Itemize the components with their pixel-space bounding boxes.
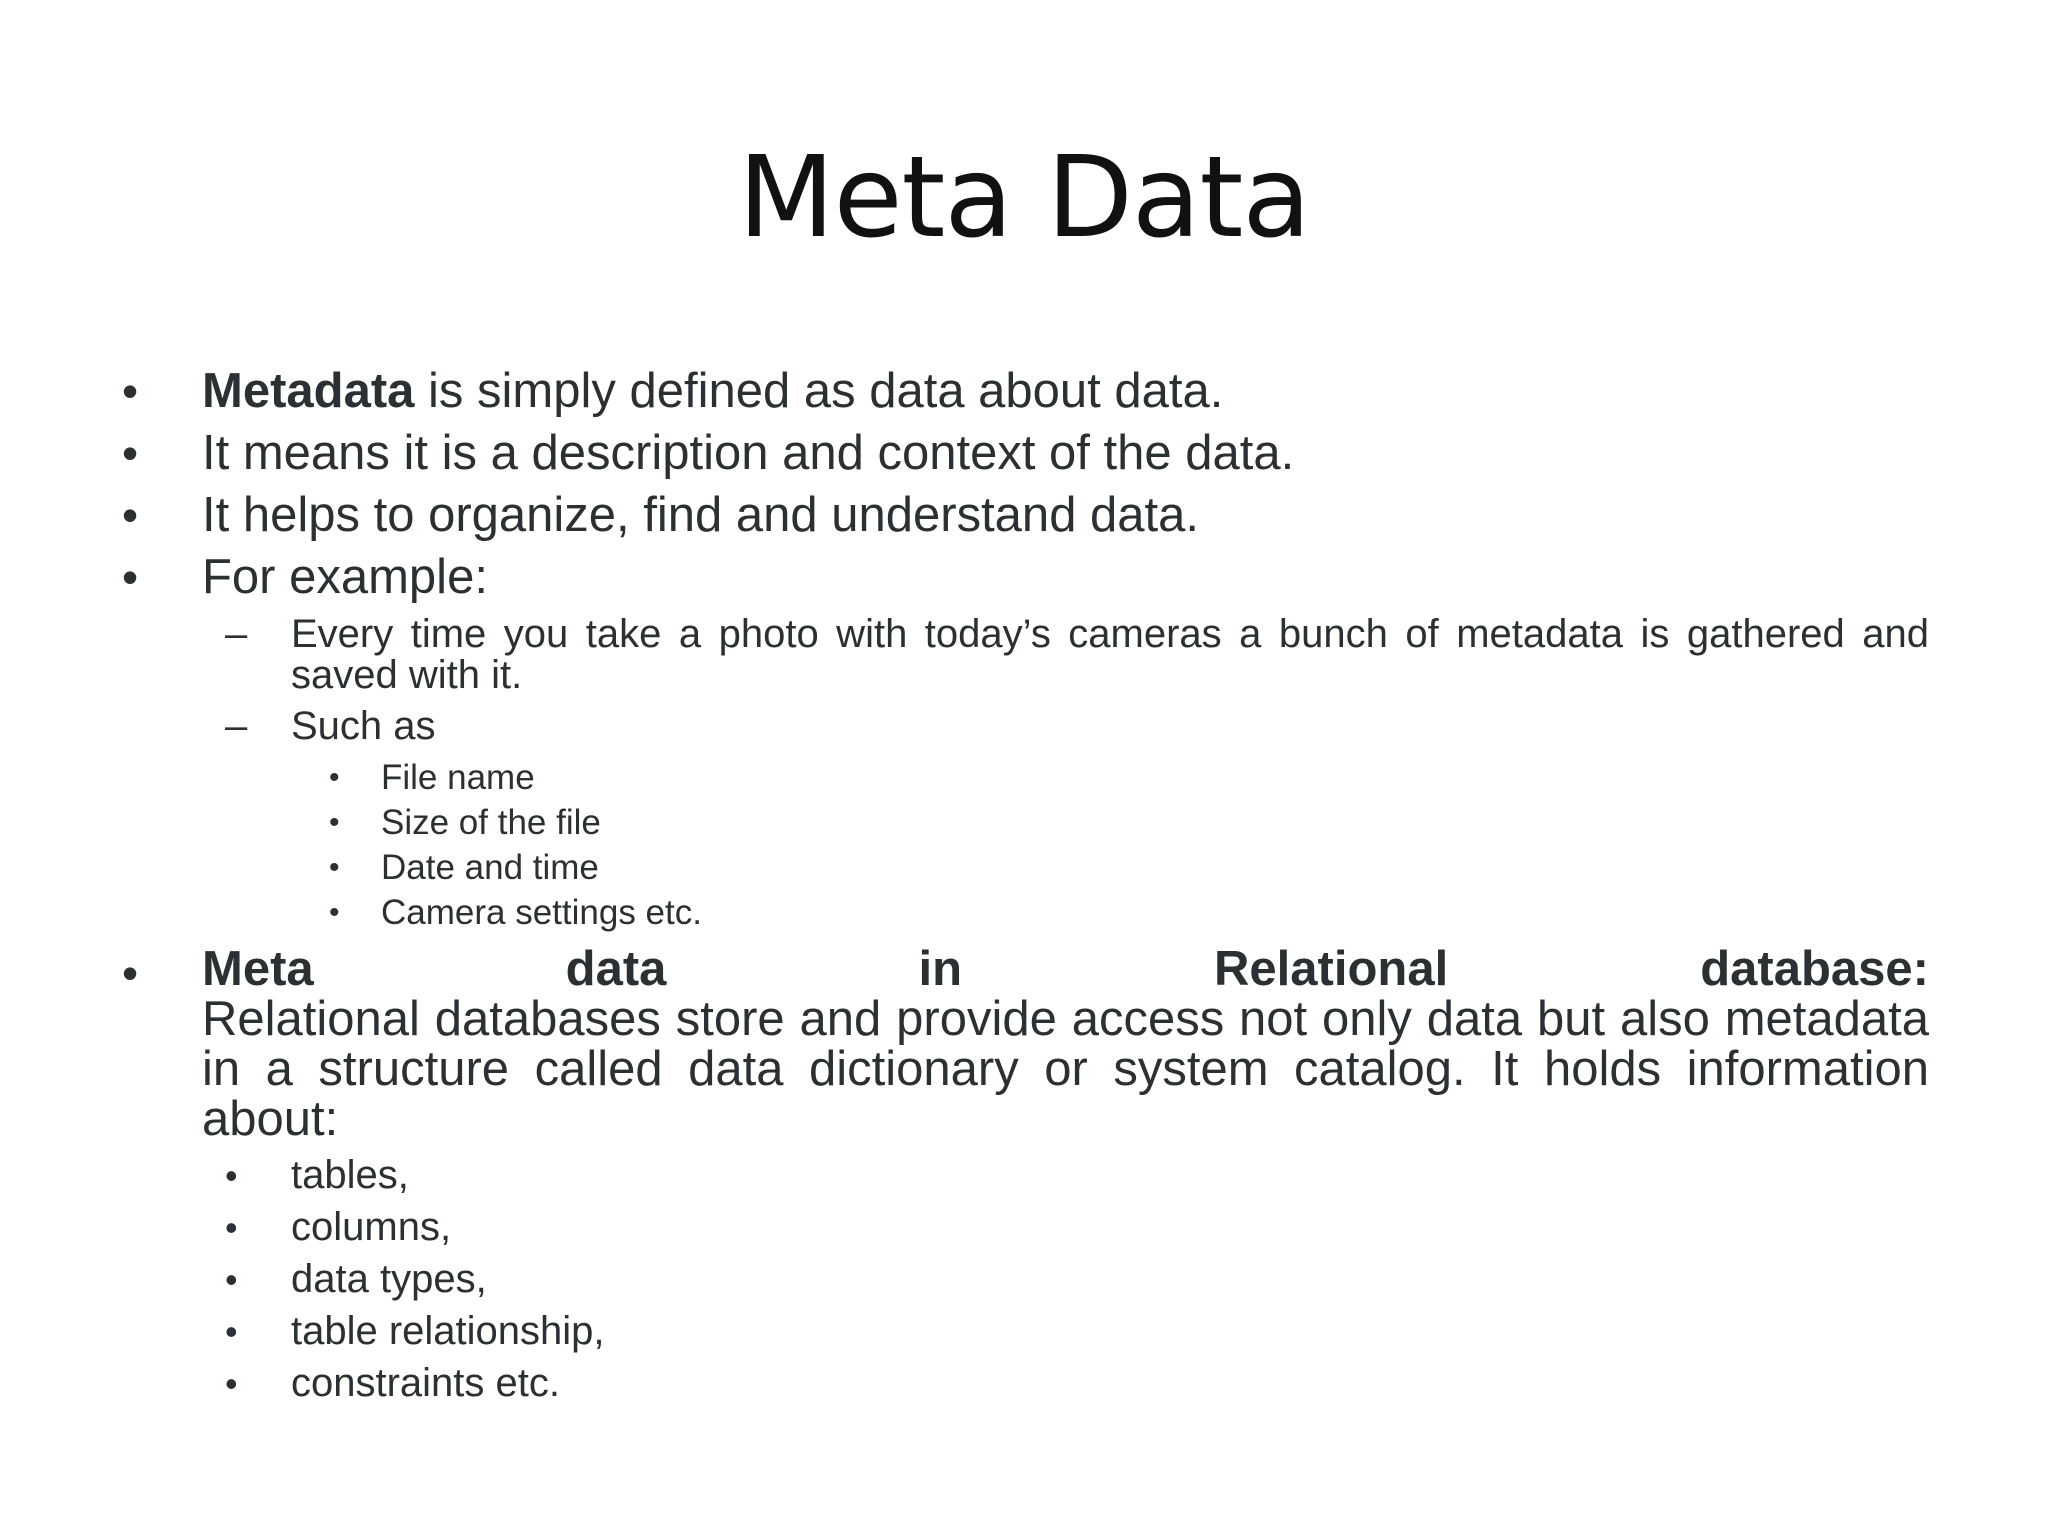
bullet-marker: • [329, 761, 340, 794]
bullet-marker: • [329, 851, 340, 884]
bullet-marker: • [329, 806, 340, 839]
sub-sub-bullet-item-4: Camera settings etc. [381, 893, 702, 932]
sub-bullet-item-2: Such as [291, 704, 436, 748]
bullet-marker: • [225, 1311, 238, 1352]
bullet-marker: • [225, 1155, 238, 1196]
bullet-item-3 [202, 484, 1929, 546]
bullet-marker: • [122, 365, 139, 417]
dash-marker: – [225, 612, 248, 656]
bullet-marker: • [122, 947, 139, 999]
bullet-marker: • [122, 489, 139, 541]
bullet-item-4 [202, 546, 1929, 608]
bullet-item-2 [202, 422, 1929, 484]
sub-sub-bullet-item-2: Size of the file [381, 803, 601, 842]
bullet-marker: • [225, 1363, 238, 1404]
bullet-text: It means it is a description and context of the data. [202, 426, 1295, 480]
bullet-marker: • [122, 551, 139, 603]
sub-sub-bullet-item-1: File name [381, 758, 535, 797]
sub-sub-bullet-item-3: Date and time [381, 848, 599, 887]
relational-paragraph [202, 944, 1929, 1144]
bullet-item-1 [202, 360, 1929, 422]
relational-text: Relational databases store and provide access not only data but also metadata in a structure called data dictionary or system catalog. It holds information about: [202, 992, 1929, 1146]
bullet-text: is simply defined as data about data. [414, 364, 1224, 418]
relational-item-3: data types, [291, 1257, 487, 1301]
relational-item-2: columns, [291, 1205, 452, 1249]
slide-title: Meta Data [737, 133, 1311, 263]
relational-item-5: constraints etc. [291, 1361, 561, 1405]
bullet-marker: • [329, 896, 340, 929]
bullet-bold: Metadata [202, 364, 415, 418]
bullet-marker: • [225, 1207, 238, 1248]
dash-marker: – [225, 704, 248, 748]
bullet-marker: • [225, 1259, 238, 1300]
relational-item-1: tables, [291, 1153, 409, 1197]
bullet-text: For example: [202, 550, 488, 604]
relational-heading: Meta data in Relational database: [202, 942, 1929, 996]
bullet-marker: • [122, 427, 139, 479]
sub-bullet-item-1: Every time you take a photo with today’s cameras a bunch of metadata is gathered and saved with it. [291, 612, 1929, 697]
relational-item-4: table relationship, [291, 1309, 605, 1353]
bullet-text: It helps to organize, find and understand data. [202, 488, 1200, 542]
